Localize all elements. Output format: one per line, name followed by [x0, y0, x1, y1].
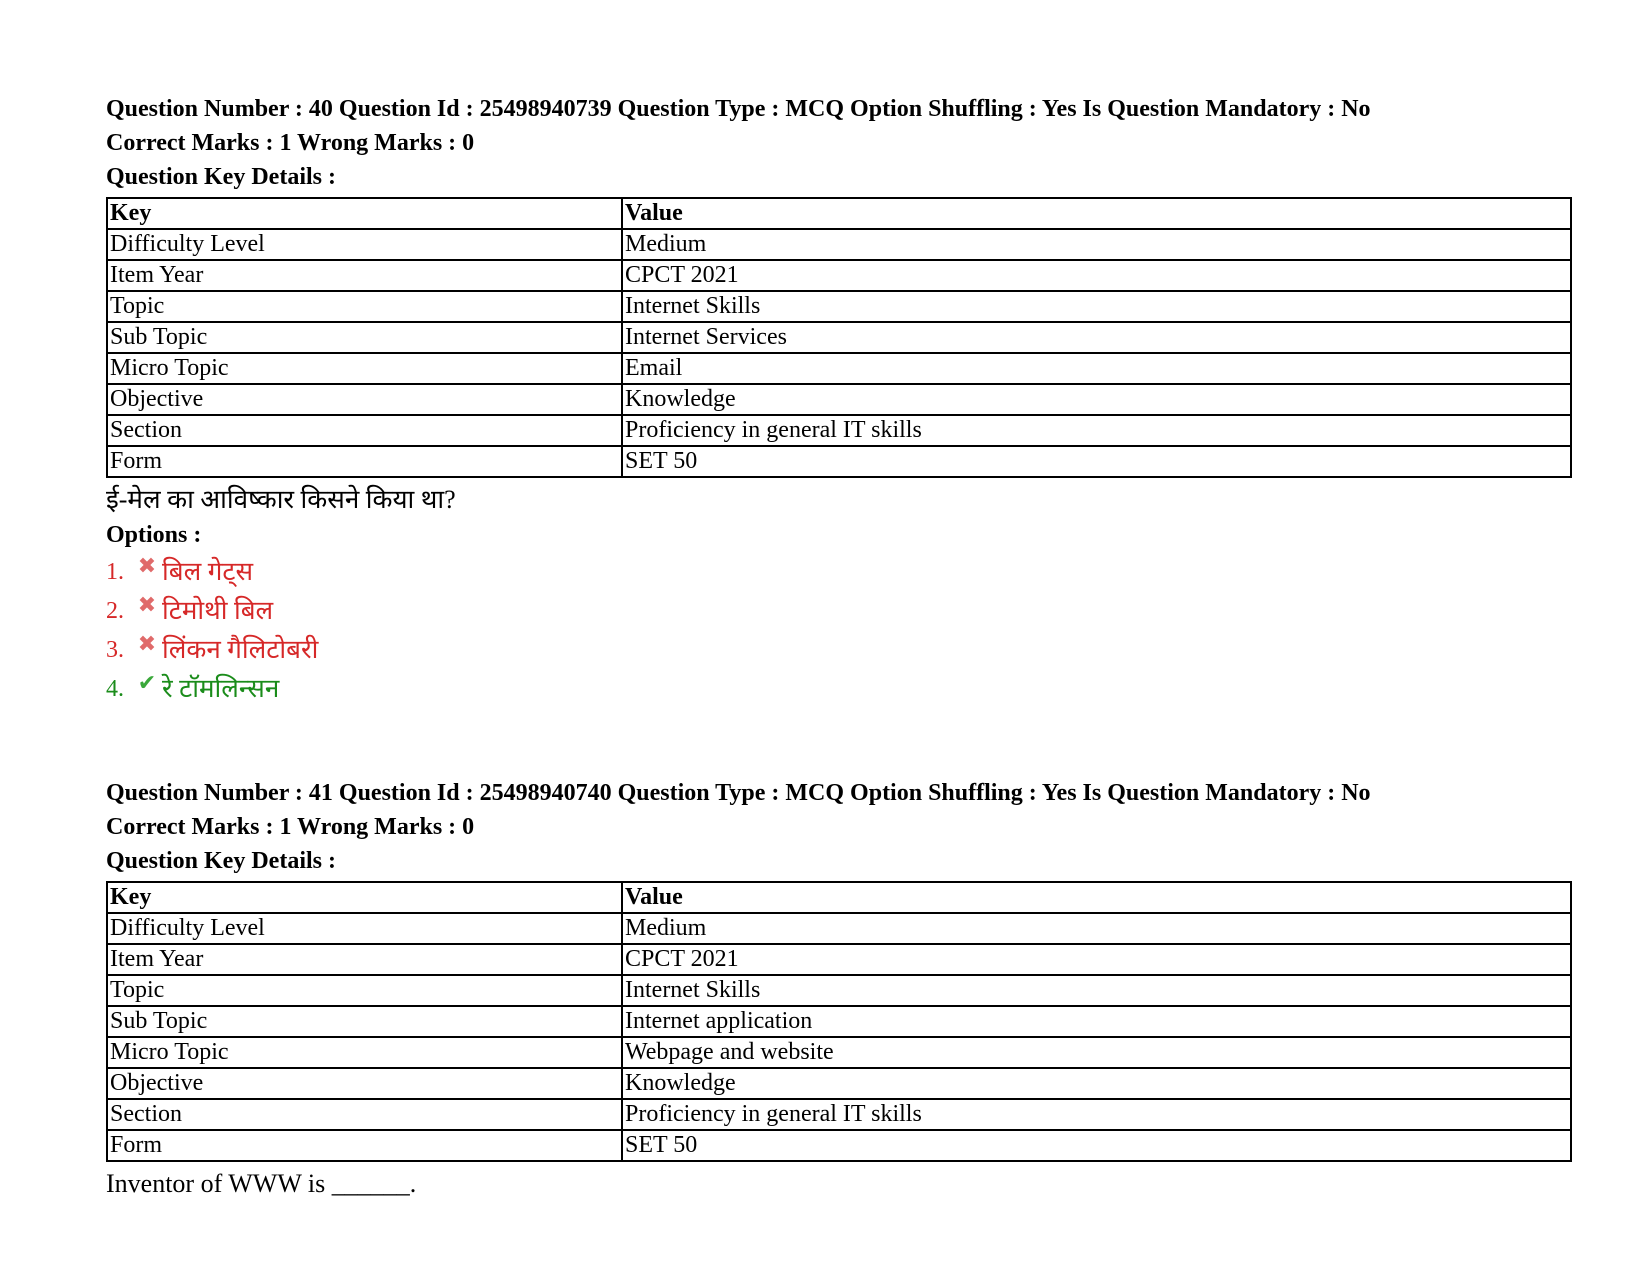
option-text: लिंकन गैलिटोबरी	[162, 634, 319, 664]
option-text: बिल गेट्स	[162, 556, 254, 586]
row-value: SET 50	[622, 1130, 1571, 1161]
options-label: Options :	[106, 522, 202, 548]
table-row	[107, 1130, 1571, 1161]
table-row	[107, 1099, 1571, 1130]
question-key-table	[106, 881, 1572, 1162]
option-2	[106, 591, 1576, 630]
row-value: Medium	[622, 229, 1571, 260]
table-header-value: Value	[622, 882, 1571, 913]
row-key: Difficulty Level	[107, 913, 622, 944]
key-details-label: Question Key Details :	[106, 164, 336, 190]
row-key: Difficulty Level	[107, 229, 622, 260]
table-row	[107, 322, 1571, 353]
row-value: SET 50	[622, 446, 1571, 477]
row-value: Webpage and website	[622, 1037, 1571, 1068]
row-value: Internet Skills	[622, 291, 1571, 322]
row-key: Section	[107, 415, 622, 446]
key-details-label: Question Key Details :	[106, 848, 336, 874]
row-key: Item Year	[107, 260, 622, 291]
row-value: CPCT 2021	[622, 944, 1571, 975]
question-text: ई-मेल का आविष्कार किसने किया था?	[106, 485, 456, 514]
table-header-key: Key	[107, 882, 622, 913]
row-value: Internet Services	[622, 322, 1571, 353]
option-number: 2.	[106, 597, 124, 624]
option-text: टिमोथी बिल	[162, 595, 274, 625]
row-key: Sub Topic	[107, 322, 622, 353]
row-value: Internet Skills	[622, 975, 1571, 1006]
row-key: Micro Topic	[107, 1037, 622, 1068]
table-header-row	[107, 198, 1571, 229]
table-row	[107, 353, 1571, 384]
table-row	[107, 975, 1571, 1006]
row-value: Email	[622, 353, 1571, 384]
row-key: Section	[107, 1099, 622, 1130]
option-number: 1.	[106, 558, 124, 585]
check-icon: ✔	[137, 669, 157, 695]
row-value: CPCT 2021	[622, 260, 1571, 291]
option-number: 4.	[106, 675, 124, 702]
table-row	[107, 944, 1571, 975]
row-key: Sub Topic	[107, 1006, 622, 1037]
row-value: Proficiency in general IT skills	[622, 415, 1571, 446]
table-header-key: Key	[107, 198, 622, 229]
row-key: Micro Topic	[107, 353, 622, 384]
marks-line: Correct Marks : 1 Wrong Marks : 0	[106, 130, 475, 156]
option-number: 3.	[106, 636, 124, 663]
row-value: Proficiency in general IT skills	[622, 1099, 1571, 1130]
marks-line: Correct Marks : 1 Wrong Marks : 0	[106, 814, 475, 840]
cross-icon: ✖	[137, 591, 157, 617]
question-header: Question Number : 41 Question Id : 25498940740 Question Type : MCQ Option Shuffling : Yes Is Question Mandatory : No	[106, 780, 1371, 806]
question-key-table	[106, 197, 1572, 478]
row-key: Topic	[107, 975, 622, 1006]
question-block-41	[106, 776, 1576, 1202]
row-key: Form	[107, 1130, 622, 1161]
question-text: Inventor of WWW is ______.	[106, 1169, 417, 1198]
table-row	[107, 913, 1571, 944]
table-row	[107, 1037, 1571, 1068]
table-row	[107, 384, 1571, 415]
row-value: Knowledge	[622, 1068, 1571, 1099]
table-row	[107, 446, 1571, 477]
row-key: Topic	[107, 291, 622, 322]
row-value: Knowledge	[622, 384, 1571, 415]
table-row	[107, 229, 1571, 260]
option-3	[106, 630, 1576, 669]
table-header-value: Value	[622, 198, 1571, 229]
table-row	[107, 415, 1571, 446]
question-header: Question Number : 40 Question Id : 25498940739 Question Type : MCQ Option Shuffling : Yes Is Question Mandatory : No	[106, 96, 1371, 122]
option-1	[106, 552, 1576, 591]
question-block-40	[106, 92, 1576, 708]
table-row	[107, 1006, 1571, 1037]
table-row	[107, 291, 1571, 322]
row-value: Medium	[622, 913, 1571, 944]
row-key: Form	[107, 446, 622, 477]
row-value: Internet application	[622, 1006, 1571, 1037]
table-header-row	[107, 882, 1571, 913]
row-key: Item Year	[107, 944, 622, 975]
option-text: रे टॉमलिन्सन	[162, 673, 280, 703]
cross-icon: ✖	[137, 630, 157, 656]
table-row	[107, 260, 1571, 291]
cross-icon: ✖	[137, 552, 157, 578]
row-key: Objective	[107, 1068, 622, 1099]
option-4	[106, 669, 1576, 708]
table-row	[107, 1068, 1571, 1099]
row-key: Objective	[107, 384, 622, 415]
